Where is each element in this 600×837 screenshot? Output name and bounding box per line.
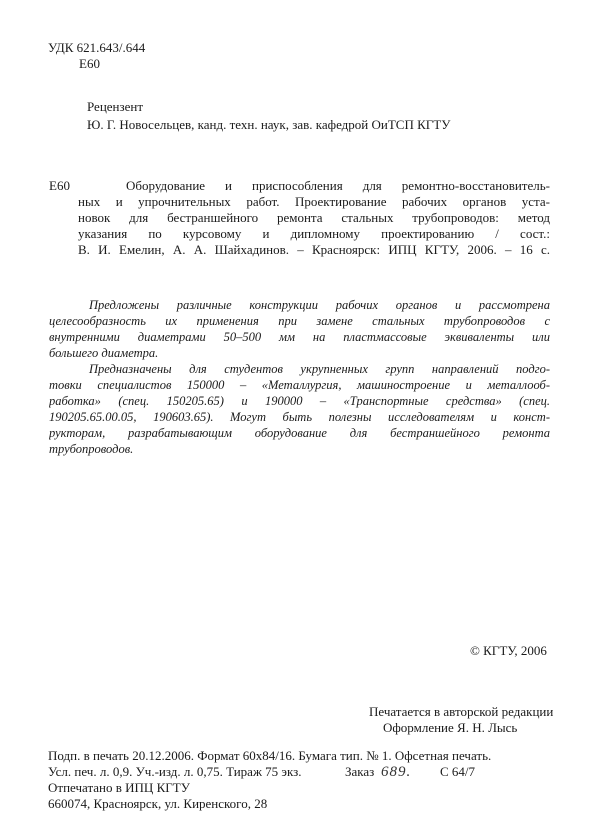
order-number: 689. xyxy=(381,764,412,780)
imprint-line-1: Подп. в печать 20.12.2006. Формат 60x84/16. Бумага тип. № 1. Офсетная печать. xyxy=(48,748,492,763)
biblio-code: Е60 xyxy=(49,178,70,193)
abstract-line: работка» (спец. 150205.65) и 190000 – «Транспортные средства» (спец. xyxy=(49,394,550,408)
abstract-line: рукторам, разрабатывающим оборудование для бестраншейного ремонта xyxy=(49,426,550,440)
classification-code-top: Е60 xyxy=(79,56,100,71)
order-label: Заказ xyxy=(345,764,375,779)
reviewer-label: Рецензент xyxy=(87,99,144,114)
abstract-paragraph-1 xyxy=(49,297,550,361)
bibliographic-description xyxy=(78,178,550,258)
abstract-line: 190205.65.00.05, 190603.65). Могут быть полезны исследователям и конст- xyxy=(49,410,550,424)
udk-code: УДК 621.643/.644 xyxy=(48,40,146,55)
imprint-line-4: 660074, Красноярск, ул. Киренского, 28 xyxy=(48,796,268,811)
biblio-line: Оборудование и приспособления для ремонтно-восстановитель- xyxy=(126,178,550,193)
biblio-line: новок для бестраншейного ремонта стальных трубопроводов: метод xyxy=(78,210,550,225)
biblio-line: указания по курсовому и дипломному проектированию / сост.: xyxy=(78,226,550,241)
abstract-line: целесообразность их применения при замене стальных трубопроводов с xyxy=(49,314,550,328)
design-note: Оформление Я. Н. Лысь xyxy=(383,720,518,735)
edition-note: Печатается в авторской редакции xyxy=(369,704,554,719)
abstract-line: товки специалистов 150000 – «Металлургия, машиностроение и металлооб- xyxy=(49,378,550,392)
print-specs: Усл. печ. л. 0,9. Уч.-изд. л. 0,75. Тираж 75 экз. xyxy=(48,764,302,779)
imprint-line-3: Отпечатано в ИПЦ КГТУ xyxy=(48,780,190,795)
abstract-paragraph-2 xyxy=(49,361,550,457)
reviewer-text: Ю. Г. Новосельцев, канд. техн. наук, зав. кафедрой ОиТСП КГТУ xyxy=(87,117,451,132)
imprint-line-2 xyxy=(48,764,550,780)
abstract-line: Предложены различные конструкции рабочих органов и рассмотрена xyxy=(89,298,550,312)
order-code: С 64/7 xyxy=(440,764,476,779)
biblio-line: В. И. Емелин, А. А. Шайхадинов. – Красноярск: ИПЦ КГТУ, 2006. – 16 с. xyxy=(78,242,550,257)
abstract-line: Предназначены для студентов укрупненных групп направлений подго- xyxy=(89,362,550,376)
abstract-line: большего диаметра. xyxy=(49,346,159,360)
biblio-line: ных и упрочнительных работ. Проектирование рабочих органов уста- xyxy=(78,194,550,209)
abstract-line: трубопроводов. xyxy=(49,442,134,456)
abstract-line: внутренними диаметрами 50–500 мм на пластмассовые эквиваленты или xyxy=(49,330,550,344)
copyright: © КГТУ, 2006 xyxy=(470,643,547,658)
